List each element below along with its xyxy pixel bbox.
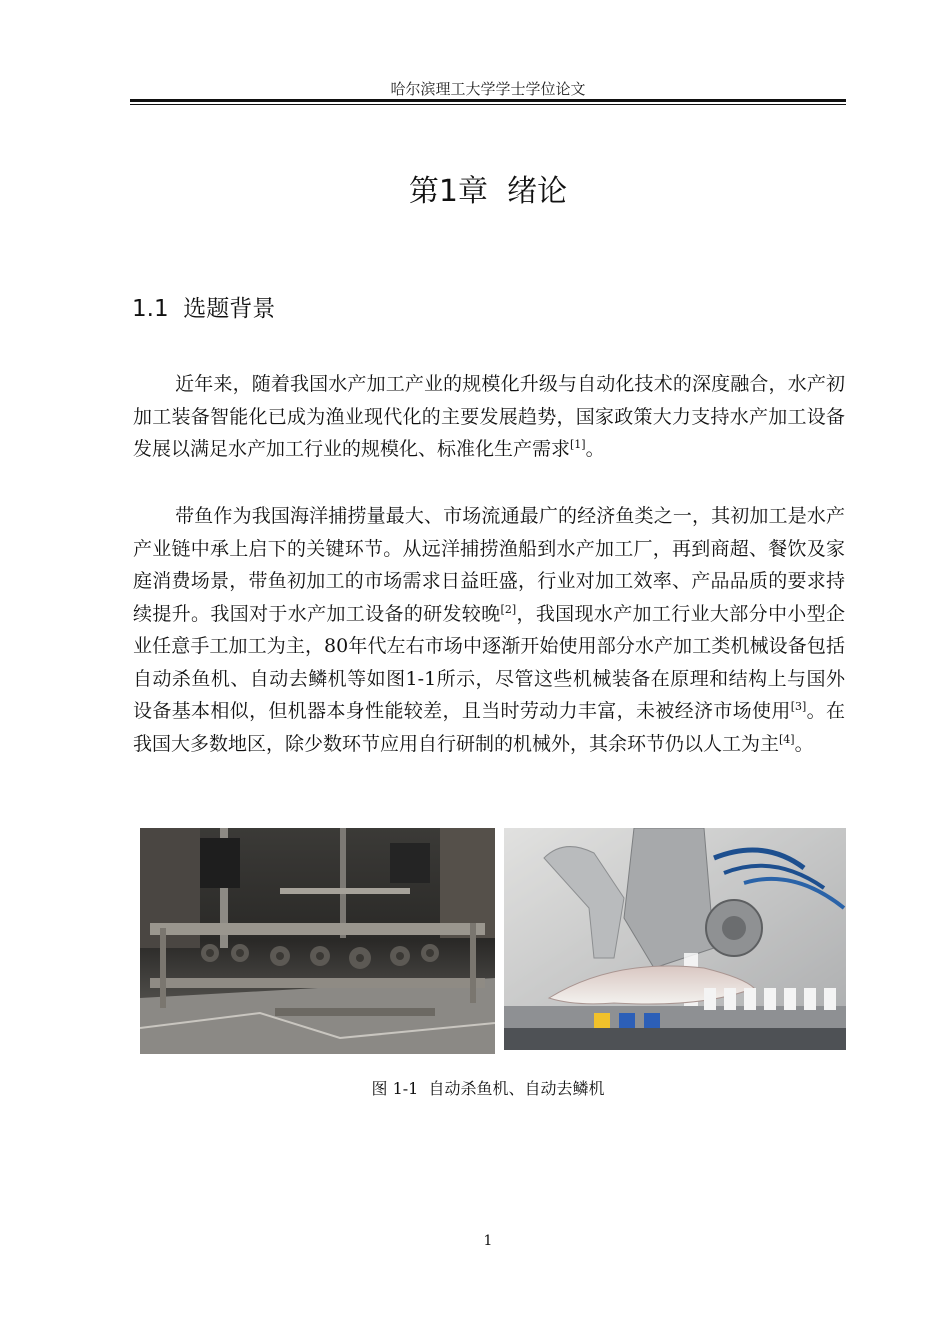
section-title: 1.1 选题背景 [132, 296, 276, 322]
page-number: 1 [483, 1233, 493, 1249]
paragraph-2-end: 。 [794, 732, 814, 755]
descaling-machine-photo [504, 828, 846, 1050]
paragraph-2-text-c: 。在我国大多数地区，除少数环节应用自行研制的机械外，其余环节仍以人工为主 [133, 700, 845, 755]
fish-killing-machine-photo [140, 828, 495, 1054]
citation-3: [3] [790, 700, 807, 713]
machine-photo-icon [140, 828, 495, 1054]
figure-caption: 图 1-1 自动杀鱼机、自动去鳞机 [371, 1079, 605, 1098]
citation-2: [2] [500, 602, 517, 616]
chapter-title: 第1章 绪论 [408, 174, 568, 209]
header-rule-thick [130, 99, 846, 102]
citation-1: [1] [570, 438, 586, 451]
paragraph-1-end: 。 [585, 438, 605, 460]
header-rule-thin [130, 104, 846, 105]
paragraph-1-text: 近年来，随着我国水产加工产业的规模化升级与自动化技术的深度融合，水产初加工装备智能化已成为渔业现代化的主要发展趋势，国家政策大力支持水产加工设备发展以满足水产加工行业的规模化、标准化生产需求 [133, 373, 845, 460]
descaler-photo-icon [504, 828, 846, 1050]
paragraph-2-text-b: ，我国现水产加工行业大部分中小型企业任意手工加工为主，80年代左右市场中逐渐开始使用部分水产加工类机械设备包括自动杀鱼机、自动去鳞机等如图1-1所示，尽管这些机械装备在原理和结构上与国外设备基本相似，但机器本身性能较差，且当时劳动力丰富，未被经济市场使用 [133, 602, 845, 722]
paragraph-1 [133, 368, 845, 466]
running-header: 哈尔滨理工大学学士学位论文 [390, 80, 586, 98]
citation-4: [4] [779, 732, 795, 746]
paragraph-2-text-a: 带鱼作为我国海洋捕捞量最大、市场流通最广的经济鱼类之一，其初加工是水产产业链中承上启下的关键环节。从远洋捕捞渔船到水产加工厂，再到商超、餐饮及家庭消费场景，带鱼初加工的市场需求日益旺盛，行业对加工效率、产品品质的要求持续提升。我国对于水产加工设备的研发较晚 [133, 505, 845, 625]
paragraph-2 [133, 500, 845, 760]
